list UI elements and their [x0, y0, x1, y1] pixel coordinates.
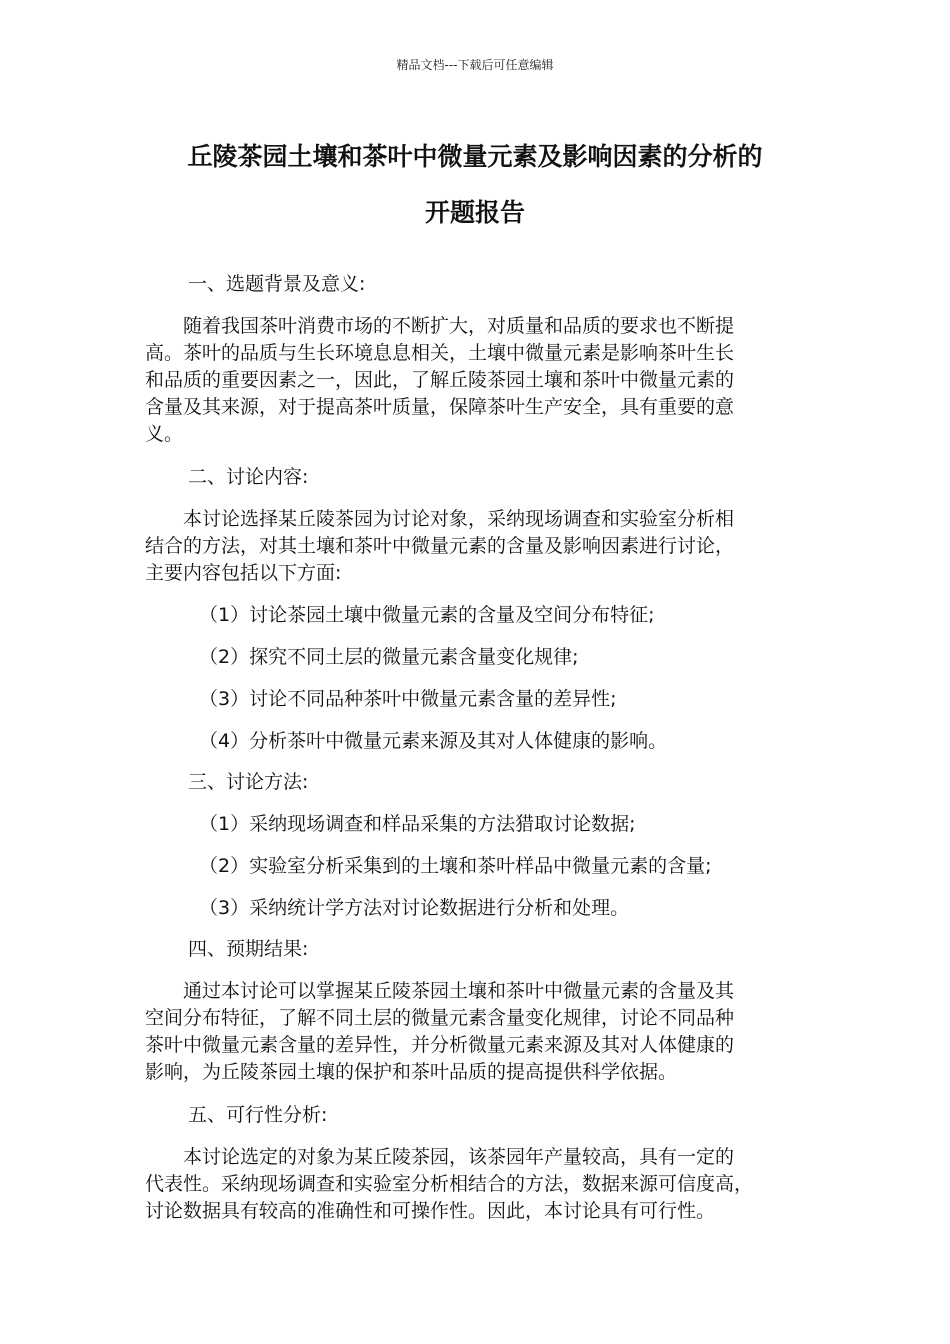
section-heading: 三、讨论方法: — [188, 771, 309, 793]
section-heading: 五、可行性分析: — [188, 1104, 328, 1126]
list-item: （3）讨论不同品种茶叶中微量元素含量的差异性; — [199, 688, 617, 710]
list-item: （2）实验室分析采集到的土壤和茶叶样品中微量元素的含量; — [199, 855, 712, 877]
paragraph-line: 义。 — [145, 423, 184, 445]
document-title-line-2: 开题报告 — [424, 198, 525, 227]
document-title-line-1: 丘陵茶园土壤和茶叶中微量元素及影响因素的分析的 — [187, 142, 763, 171]
page-header: 精品文档---下载后可任意编辑 — [396, 58, 554, 72]
paragraph-line: 空间分布特征，了解不同土层的微量元素含量变化规律，讨论不同品种 — [145, 1007, 735, 1029]
paragraph-line: 高。茶叶的品质与生长环境息息相关，土壤中微量元素是影响茶叶生长 — [145, 342, 735, 364]
paragraph-line: 主要内容包括以下方面: — [145, 562, 342, 584]
paragraph-line: 本讨论选择某丘陵茶园为讨论对象，采纳现场调查和实验室分析相 — [145, 508, 735, 530]
list-item: （1）采纳现场调查和样品采集的方法猎取讨论数据; — [199, 813, 636, 835]
list-item: （1）讨论茶园土壤中微量元素的含量及空间分布特征; — [199, 604, 655, 626]
paragraph-line: 代表性。采纳现场调查和实验室分析相结合的方法，数据来源可信度高， — [145, 1173, 754, 1195]
paragraph-line: 含量及其来源，对于提高茶叶质量，保障茶叶生产安全，具有重要的意 — [145, 396, 735, 418]
paragraph-line: 和品质的重要因素之一，因此，了解丘陵茶园土壤和茶叶中微量元素的 — [145, 369, 735, 391]
section-heading: 一、选题背景及意义: — [188, 273, 366, 295]
section-heading: 四、预期结果: — [188, 938, 309, 960]
paragraph-line: 本讨论选定的对象为某丘陵茶园，该茶园年产量较高，具有一定的 — [145, 1146, 735, 1168]
paragraph-line: 影响，为丘陵茶园土壤的保护和茶叶品质的提高提供科学依据。 — [145, 1061, 678, 1083]
list-item: （3）采纳统计学方法对讨论数据进行分析和处理。 — [199, 897, 630, 919]
list-item: （2）探究不同土层的微量元素含量变化规律; — [199, 646, 579, 668]
paragraph-line: 随着我国茶叶消费市场的不断扩大，对质量和品质的要求也不断提 — [145, 315, 735, 337]
section-heading: 二、讨论内容: — [188, 466, 309, 488]
paragraph-line: 讨论数据具有较高的准确性和可操作性。因此，本讨论具有可行性。 — [145, 1200, 716, 1222]
paragraph-line: 结合的方法，对其土壤和茶叶中微量元素的含量及影响因素进行讨论， — [145, 535, 735, 557]
list-item: （4）分析茶叶中微量元素来源及其对人体健康的影响。 — [199, 730, 668, 752]
paragraph-line: 通过本讨论可以掌握某丘陵茶园土壤和茶叶中微量元素的含量及其 — [145, 980, 735, 1002]
paragraph-line: 茶叶中微量元素含量的差异性，并分析微量元素来源及其对人体健康的 — [145, 1034, 735, 1056]
